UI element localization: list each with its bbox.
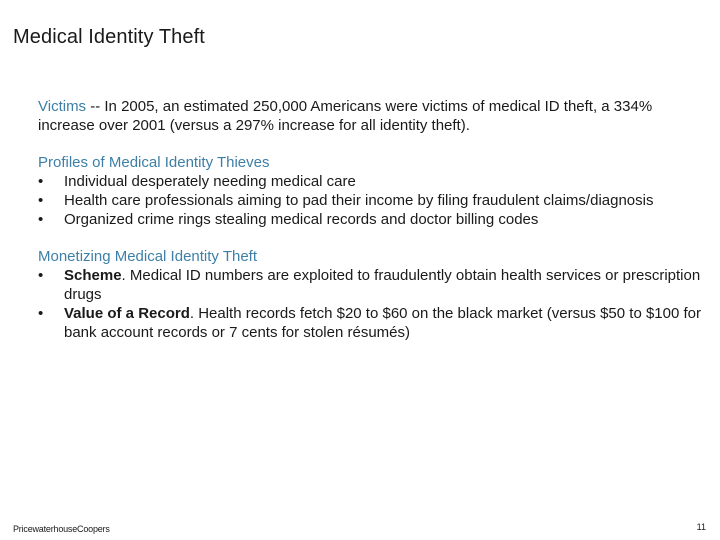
monetizing-section [38,247,703,342]
victims-label: Victims [38,98,87,115]
bullet-icon: • [38,173,44,190]
section-spacer [38,135,703,153]
victims-text: -- In 2005, an estimated 250,000 Americans were victims of medical ID theft, a 334% increase over 2001 (versus a 297% increase for all identity theft). [38,98,653,134]
list-item [38,304,703,342]
section-spacer [38,229,703,247]
list-item [38,266,703,304]
bullet-icon: • [38,267,44,284]
profiles-section [38,153,703,229]
victims-paragraph [38,97,703,135]
list-item [38,210,703,229]
scheme-text: . Medical ID numbers are exploited to fraudulently obtain health services or prescription drugs [64,267,701,303]
profiles-heading: Profiles of Medical Identity Thieves [38,154,270,171]
page-number: 11 [696,522,706,532]
bullet-icon: • [38,211,44,228]
list-item [38,172,703,191]
monetizing-heading: Monetizing Medical Identity Theft [38,248,258,265]
monetizing-item [64,266,703,304]
slide-body [38,97,703,342]
profile-item-text: Organized crime rings stealing medical records and doctor billing codes [64,211,539,228]
list-item [38,191,703,210]
scheme-label: Scheme [64,267,122,284]
profile-item-text: Health care professionals aiming to pad their income by filing fraudulent claims/diagnosis [64,192,654,209]
bullet-icon: • [38,305,44,322]
slide-title: Medical Identity Theft [13,26,205,48]
monetizing-item [64,304,703,342]
bullet-icon: • [38,192,44,209]
record-value-label: Value of a Record [64,305,190,322]
footer-brand: PricewaterhouseCoopers [13,524,110,534]
profile-item-text: Individual desperately needing medical care [64,173,356,190]
record-value-text: . Health records fetch $20 to $60 on the black market (versus $50 to $100 for bank account records or 7 cents for stolen résumés) [64,305,701,341]
